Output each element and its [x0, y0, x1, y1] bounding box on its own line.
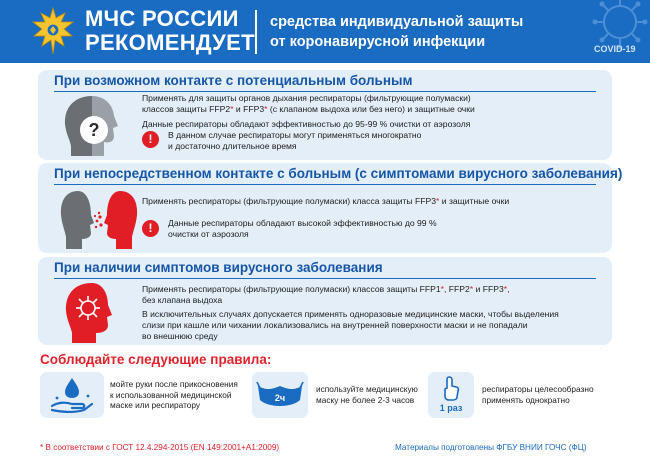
- section-direct-contact: [38, 163, 623, 253]
- section-divider: [54, 278, 596, 279]
- sneezing-heads-icon: [58, 187, 148, 251]
- hand-washing-icon: [48, 376, 96, 414]
- rule-text-wash-hands: мойте руки после прикосновения к использованной медицинской маске или респиратору: [110, 379, 238, 410]
- rule-icon-box: [40, 372, 104, 418]
- section-possible-contact: [38, 70, 612, 160]
- covid-badge: COVID-19: [594, 44, 636, 54]
- rule-icon-box: [428, 372, 474, 418]
- header-divider: [255, 10, 257, 54]
- rule-text-use-once: респираторы целесообразно применять однократно: [482, 384, 594, 405]
- section-divider: [54, 91, 596, 92]
- section-text: Применять респираторы (фильтрующие полумаски) классов защиты FFP1*, FFP2* и FFP3*, без клапана выдоха: [142, 284, 510, 305]
- rule-icon-box: [252, 372, 308, 418]
- emchs-emblem-icon: [30, 6, 76, 58]
- warning-text: В данном случае респираторы могут применяться многократно и достаточно длительное время: [168, 130, 422, 151]
- rule-text-mask-hours: используйте медицинскую маску не более 2-3 часов: [316, 384, 418, 405]
- infected-head-icon: [60, 281, 130, 343]
- warning-icon: !: [142, 220, 159, 237]
- section-title: При наличии симптомов вирусного заболевания: [54, 260, 383, 275]
- section-divider: [54, 184, 596, 185]
- header-title: МЧС РОССИИ РЕКОМЕНДУЕТ: [85, 6, 255, 55]
- section-text-exception: В исключительных случаях допускается применять одноразовые медицинские маски, чтобы выделения слизи при кашле или чихании локализовались на внутренней поверхности маски и не попадали во внешнюю среду: [142, 309, 559, 341]
- question-mark: ?: [88, 120, 100, 140]
- warning-text: Данные респираторы обладают высокой эффективностью до 99 % очистки от аэрозоля: [168, 218, 437, 239]
- mask-hours-label: 2ч: [274, 393, 286, 403]
- footer-credits: Материалы подготовлены ФГБУ ВНИИ ГОЧС (ФЦ): [395, 443, 587, 452]
- section-symptoms: [38, 257, 612, 345]
- footer-gost-note: * В соответствии с ГОСТ 12.4.294-2015 (EN 149:2001+A1:2009): [40, 443, 280, 452]
- rules-title: Соблюдайте следующие правила:: [40, 352, 272, 367]
- section-text: Применять респираторы (фильтрующие полумаски) класса защиты FFP3* и защитные очки: [142, 196, 510, 206]
- header-subtitle: средства индивидуальной защиты от коронавирусной инфекции: [270, 14, 524, 50]
- section-title: При возможном контакте с потенциальным больным: [54, 73, 413, 88]
- head-question-icon: [58, 94, 130, 158]
- finger-one-icon: [442, 375, 460, 401]
- section-text: Применять для защиты органов дыхания респираторы (фильтрующие полумаски) классов защиты FFP2* и FFP3* (с клапаном выдоха или без него) и защитные очки Данные респираторы обладают эффективностью до 95-99 % очистки от аэрозоля: [142, 93, 475, 129]
- once-label: 1 раз: [439, 403, 463, 413]
- header-banner: [0, 0, 650, 63]
- section-title: При непосредственном контакте с больным (с симптомами вирусного заболевания): [54, 166, 623, 181]
- warning-icon: !: [142, 131, 159, 148]
